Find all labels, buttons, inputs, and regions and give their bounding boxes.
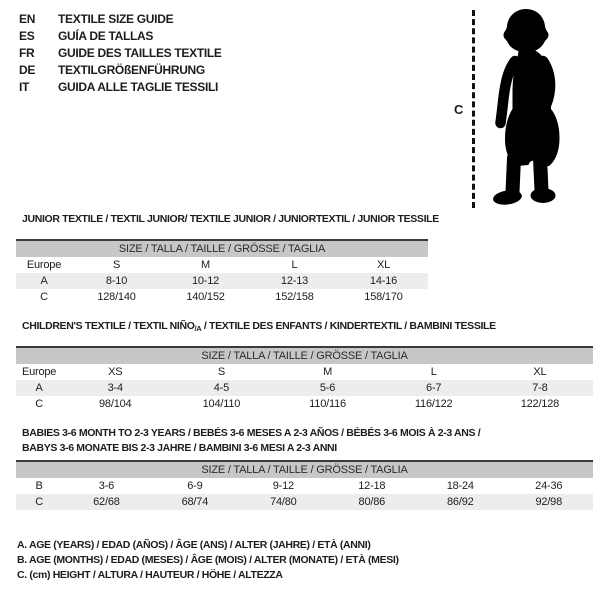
size-cell: S [217, 366, 225, 378]
row-label: C [16, 494, 62, 510]
language-label: TEXTILE SIZE GUIDE [58, 12, 174, 26]
height-cell: 74/80 [239, 494, 327, 510]
language-label: GUIDA ALLE TAGLIE TESSILI [58, 80, 219, 94]
language-code: FR [19, 46, 35, 60]
height-cell: 140/152 [186, 291, 225, 303]
height-cell: 86/92 [416, 494, 504, 510]
size-cell: S [112, 259, 121, 271]
age-cell: 10-12 [161, 273, 250, 289]
size-cell: XS [108, 366, 123, 378]
size-cell: L [291, 259, 298, 271]
section-title-children [22, 320, 496, 333]
size-cell: XL [533, 366, 547, 378]
table-row-height [16, 494, 593, 510]
height-cell: 98/104 [99, 398, 132, 410]
language-row-fr [19, 45, 222, 62]
age-cell: 12-13 [250, 273, 339, 289]
table-row-months [16, 478, 593, 494]
title-part: / TEXTILE DES ENFANTS / KINDERTEXTIL / BAMBINI TESSILE [201, 320, 496, 332]
language-row-de [19, 62, 222, 79]
footnotes [17, 538, 399, 583]
title-line-2: BABYS 3-6 MONATE BIS 2-3 JAHRE / BAMBINI 3-6 MESI A 2-3 ANNI [22, 442, 337, 454]
language-code: DE [19, 63, 36, 77]
row-label: A [16, 380, 62, 396]
height-measure-dashed-line [472, 10, 475, 208]
row-label: C [40, 291, 48, 303]
section-title-babies [22, 426, 522, 456]
row-label: Europe [21, 366, 57, 378]
height-cell: 158/170 [364, 291, 403, 303]
table-row-age [16, 273, 428, 289]
row-label: Europe [26, 259, 62, 271]
language-label: GUÍA DE TALLAS [58, 29, 154, 43]
table-row-height [16, 289, 428, 305]
title-subscript: /A [194, 324, 202, 333]
size-header-band: SIZE / TALLA / TAILLE / GRÖSSE / TAGLIA [16, 347, 593, 364]
row-label: C [35, 398, 43, 410]
size-header-row [16, 347, 593, 364]
months-cell: 6-9 [187, 480, 203, 492]
language-code: IT [19, 80, 30, 94]
junior-size-table [16, 239, 428, 305]
table-row-height [16, 396, 593, 412]
size-cell: M [201, 259, 210, 271]
age-cell: 3-4 [62, 380, 168, 396]
height-cell: 116/122 [414, 398, 453, 410]
size-header-band: SIZE / TALLA / TAILLE / GRÖSSE / TAGLIA [16, 461, 593, 478]
height-cell: 62/68 [62, 494, 150, 510]
table-row-europe [16, 257, 428, 273]
months-cell: 3-6 [98, 480, 115, 492]
height-cell: 152/158 [275, 291, 314, 303]
height-cell: 104/110 [202, 398, 241, 410]
children-size-table [16, 346, 593, 412]
section-title-junior: JUNIOR TEXTILE / TEXTIL JUNIOR/ TEXTILE JUNIOR / JUNIORTEXTIL / JUNIOR TESSILE [22, 213, 439, 225]
height-cell: 110/116 [309, 398, 346, 410]
height-cell: 92/98 [505, 494, 594, 510]
title-line-1: BABIES 3-6 MONTH TO 2-3 YEARS / BEBÉS 3-6 MESES A 2-3 AÑOS / BÉBÉS 3-6 MOIS À 2-3 ANS / [22, 427, 481, 439]
height-cell: 68/74 [151, 494, 239, 510]
footnote-a: A. AGE (YEARS) / EDAD (AÑOS) / ÂGE (ANS) / ALTER (JAHRE) / ETÀ (ANNI) [17, 539, 371, 551]
size-cell: XL [376, 259, 391, 271]
footnote-b: B. AGE (MONTHS) / EDAD (MESES) / ÂGE (MOIS) / ALTER (MONATE) / ETÀ (MESI) [17, 554, 399, 566]
language-row-es [19, 28, 222, 45]
age-cell: 5-6 [274, 380, 380, 396]
months-cell: 12-18 [358, 480, 386, 492]
language-code: ES [19, 29, 35, 43]
size-cell: M [323, 366, 333, 378]
table-row-europe [16, 364, 593, 380]
age-cell: 7-8 [487, 380, 593, 396]
size-cell: L [430, 366, 437, 378]
language-row-it [19, 79, 222, 96]
height-cell: 128/140 [97, 291, 136, 303]
months-cell: 24-36 [535, 480, 563, 492]
footnote-c: C. (cm) HEIGHT / ALTURA / HAUTEUR / HÖHE / ALTEZZA [17, 569, 283, 581]
row-label: B [35, 480, 43, 492]
height-cell: 122/128 [520, 398, 560, 410]
babies-size-table [16, 460, 593, 510]
language-row-en [19, 11, 222, 28]
months-cell: 18-24 [446, 480, 474, 492]
months-cell: 9-12 [272, 480, 294, 492]
size-header-row [16, 461, 593, 478]
language-label: GUIDE DES TAILLES TEXTILE [58, 46, 222, 60]
age-cell: 6-7 [381, 380, 487, 396]
language-label: TEXTILGRÖßENFÜHRUNG [58, 63, 205, 77]
row-label: A [16, 273, 72, 289]
measure-label-c: C [454, 102, 464, 117]
table-row-age [16, 380, 593, 396]
age-cell: 4-5 [168, 380, 274, 396]
title-part: CHILDREN'S TEXTILE / TEXTIL NIÑO [22, 320, 195, 332]
size-header-row [16, 240, 428, 257]
size-header-band: SIZE / TALLA / TAILLE / GRÖSSE / TAGLIA [16, 240, 428, 257]
language-code: EN [19, 12, 36, 26]
age-cell: 14-16 [339, 273, 428, 289]
language-list [19, 11, 222, 96]
age-cell: 8-10 [72, 273, 161, 289]
baby-silhouette-icon [482, 6, 570, 206]
height-cell: 80/86 [328, 494, 416, 510]
